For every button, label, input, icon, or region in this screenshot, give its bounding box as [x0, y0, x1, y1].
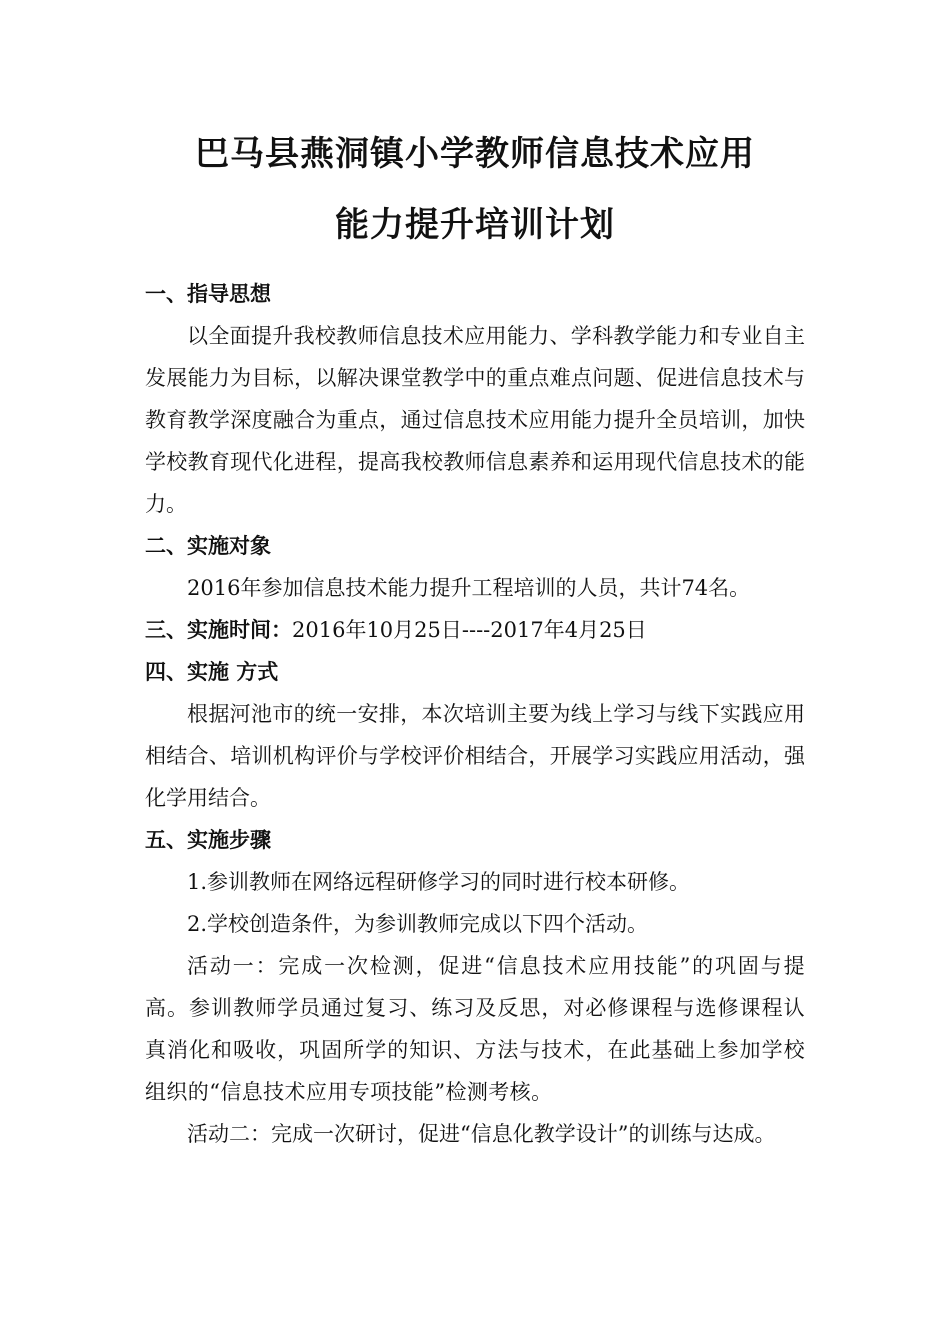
activity-paragraph-2: 活动二：完成一次研讨，促进“信息化教学设计”的训练与达成。 — [187, 1122, 776, 1146]
activity-paragraph-1: 活动一：完成一次检测，促进“信息技术应用技能”的巩固与提高。参训教师学员通过复习、练习及反思，对必修课程与选修课程认真消化和吸收，巩固所学的知识、方法与技术，在此基础上参加学校组织的“信息技术应用专项技能”检测考核。 — [145, 954, 805, 1104]
section-heading-guiding-ideology: 一、指导思想 — [145, 282, 271, 306]
implementation-time-value: 2016年10月25日----2017年4月25日 — [292, 618, 647, 642]
section-paragraph-guiding-ideology: 以全面提升我校教师信息技术应用能力、学科教学能力和专业自主发展能力为目标，以解决课堂教学中的重点难点问题、促进信息技术与教育教学深度融合为重点，通过信息技术应用能力提升全员培训，加快学校教育现代化进程，提高我校教师信息素养和运用现代信息技术的能力。 — [145, 324, 805, 516]
step-item-1: 1.参训教师在网络远程研修学习的同时进行校本研修。 — [187, 870, 691, 894]
document-body — [145, 273, 805, 1155]
section-heading-implementation-time — [145, 609, 805, 651]
section-heading-implementation-steps: 五、实施步骤 — [145, 828, 271, 852]
document-title-line-2: 能力提升培训计划 — [335, 205, 615, 245]
section-paragraph-implementation-method: 根据河池市的统一安排，本次培训主要为线上学习与线下实践应用相结合、培训机构评价与学校评价相结合，开展学习实践应用活动，强化学用结合。 — [145, 702, 805, 810]
implementation-time-label: 三、实施时间： — [145, 618, 292, 642]
section-heading-target-participants: 二、实施对象 — [145, 534, 271, 558]
section-heading-implementation-method: 四、实施 方式 — [145, 660, 279, 684]
section-paragraph-target-participants: 2016年参加信息技术能力提升工程培训的人员，共计74名。 — [187, 576, 751, 600]
document-title-line-1: 巴马县燕洞镇小学教师信息技术应用 — [195, 134, 755, 174]
step-item-2: 2.学校创造条件，为参训教师完成以下四个活动。 — [187, 912, 649, 936]
